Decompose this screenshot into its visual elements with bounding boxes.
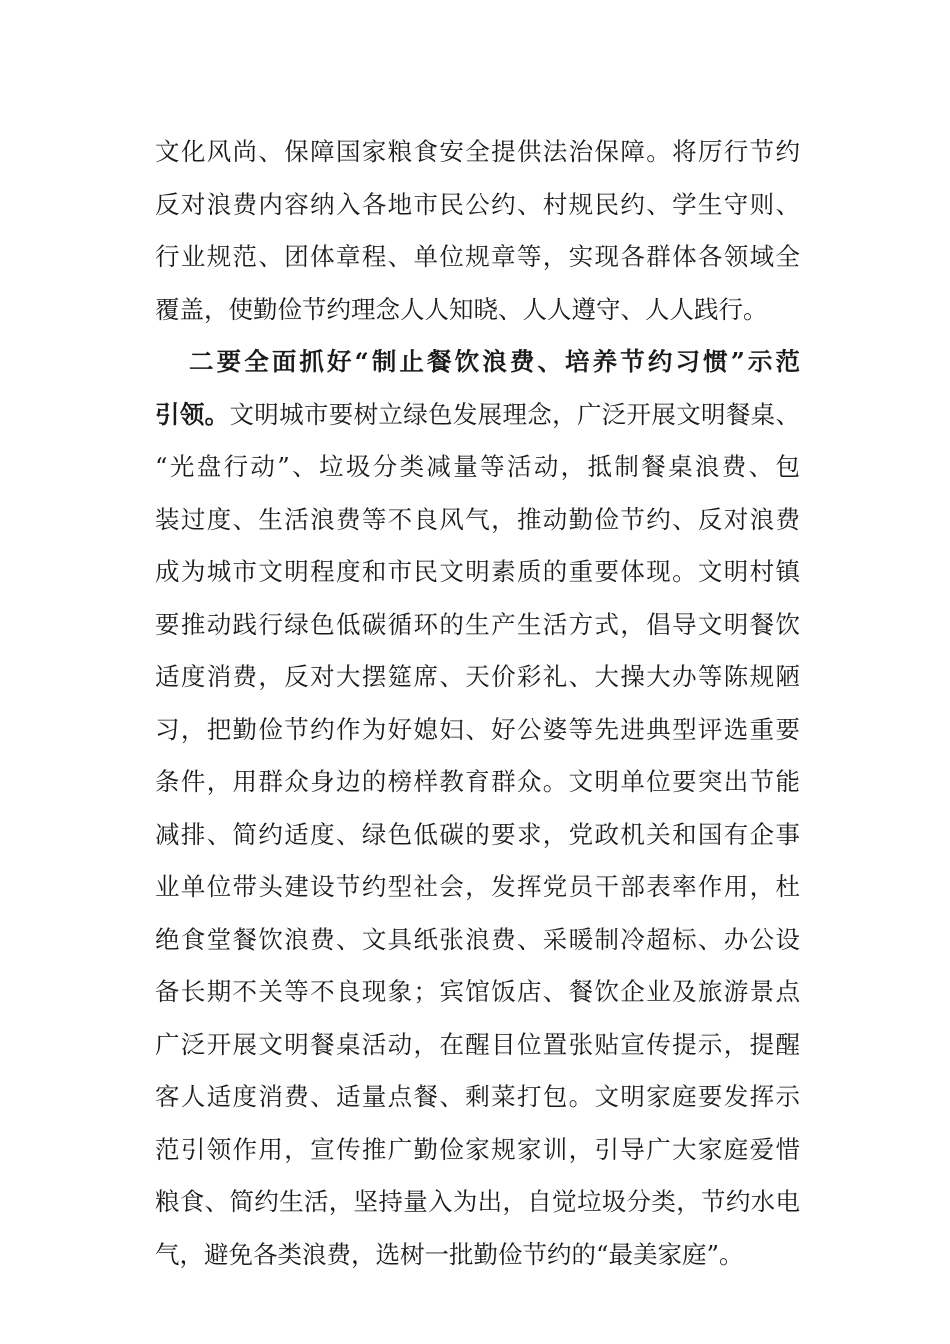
text-line	[155, 914, 800, 967]
body-text-run: 要推动践行绿色低碳循环的生产生活方式，倡导文明餐饮	[155, 609, 800, 639]
text-line	[155, 126, 800, 179]
text-line	[155, 546, 800, 599]
text-line	[155, 651, 800, 704]
text-line	[155, 336, 800, 389]
bold-heading-text: 二要全面抓好“制止餐饮浪费、培养节约习惯”示范	[189, 347, 800, 376]
text-line	[155, 809, 800, 862]
body-text-run: 范引领作用，宣传推广勤俭家规家训，引导广大家庭爱惜	[155, 1134, 800, 1164]
body-text-run: 广泛开展文明餐桌活动，在醒目位置张贴宣传提示，提醒	[155, 1029, 800, 1059]
text-line	[155, 966, 800, 1019]
body-text-run: 文明城市要树立绿色发展理念，广泛开展文明餐桌、	[229, 399, 801, 429]
text-line	[155, 1176, 800, 1229]
body-text-run: 成为城市文明程度和市民文明素质的重要体现。文明村镇	[155, 557, 800, 586]
text-line	[155, 1124, 800, 1177]
body-text-run: 业单位带头建设节约型社会，发挥党员干部表率作用，杜	[155, 872, 800, 901]
body-text-run: 覆盖，使勤俭节约理念人人知晓、人人遵守、人人践行。	[155, 294, 768, 324]
text-line	[155, 599, 800, 652]
body-text-run: 习，把勤俭节约作为好媳妇、好公婆等先进典型评选重要	[155, 714, 800, 744]
body-text-run: 适度消费，反对大摆筵席、天价彩礼、大操大办等陈规陋	[155, 662, 800, 691]
body-text-run: 减排、简约适度、绿色低碳的要求，党政机关和国有企事	[155, 819, 800, 849]
text-line	[155, 494, 800, 547]
text-line	[155, 1071, 800, 1124]
bold-heading-text: 引领。	[155, 399, 230, 429]
text-line	[155, 756, 800, 809]
body-text-run: 备长期不关等不良现象；宾馆饭店、餐饮企业及旅游景点	[155, 977, 800, 1006]
text-line	[155, 284, 800, 337]
text-line	[155, 1019, 800, 1072]
text-line	[155, 179, 800, 232]
body-text-run: 绝食堂餐饮浪费、文具纸张浪费、采暖制冷超标、办公设	[155, 924, 800, 954]
body-text-run: 气，避免各类浪费，选树一批勤俭节约的“最美家庭”。	[155, 1239, 744, 1269]
body-text-run: 客人适度消费、适量点餐、剩菜打包。文明家庭要发挥示	[155, 1082, 800, 1111]
body-text-run: 粮食、简约生活，坚持量入为出，自觉垃圾分类，节约水电	[155, 1187, 800, 1216]
body-text-run: “光盘行动”、垃圾分类减量等活动，抵制餐桌浪费、包	[155, 452, 800, 481]
body-text-run: 行业规范、团体章程、单位规章等，实现各群体各领域全	[155, 242, 800, 271]
text-line	[155, 441, 800, 494]
body-text	[155, 126, 800, 1281]
text-line	[155, 231, 800, 284]
body-text-run: 装过度、生活浪费等不良风气，推动勤俭节约、反对浪费	[155, 504, 800, 534]
text-line	[155, 1229, 800, 1282]
text-line	[155, 389, 800, 442]
body-text-run: 反对浪费内容纳入各地市民公约、村规民约、学生守则、	[155, 189, 800, 219]
body-text-run: 条件，用群众身边的榜样教育群众。文明单位要突出节能	[155, 767, 800, 796]
text-line	[155, 704, 800, 757]
body-text-run: 文化风尚、保障国家粮食安全提供法治保障。将厉行节约	[155, 137, 800, 166]
text-line	[155, 861, 800, 914]
